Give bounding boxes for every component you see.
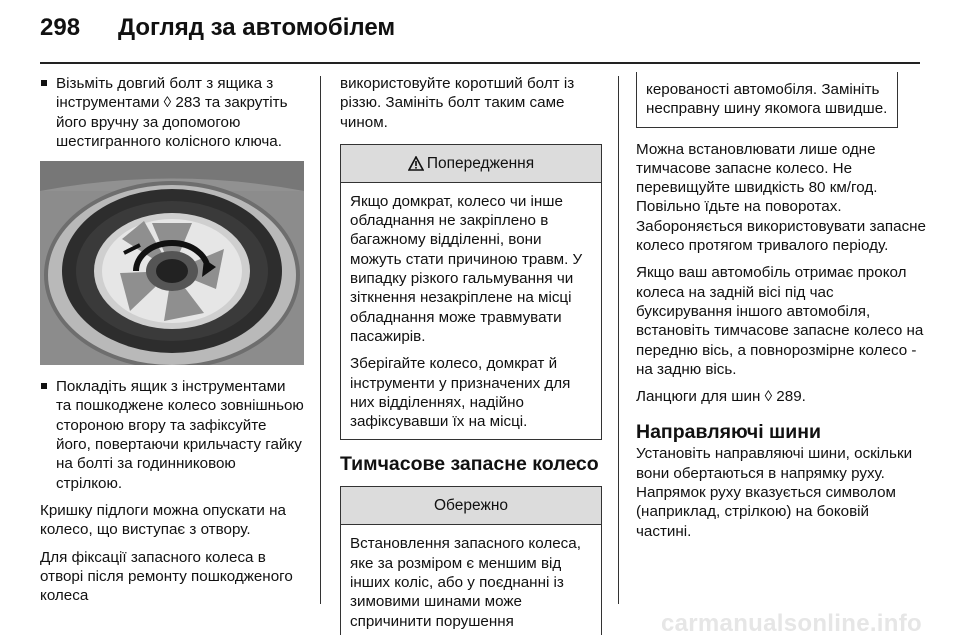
caution-box [340, 486, 602, 634]
column-3 [636, 74, 926, 541]
caution-title: Обережно [434, 497, 508, 515]
warning-box [340, 144, 602, 441]
column-divider-2 [618, 76, 619, 604]
page-number: 298 [40, 14, 81, 41]
column-1 [40, 74, 304, 605]
column-2 [340, 74, 602, 635]
watermark: carmanualsonline.info [660, 610, 922, 637]
instruction-bullet-1: Візьміть довгий болт з ящика з інструментами ◊ 283 та закрутіть його вручну за допомогою шестигранного колісного ключа. [40, 74, 304, 151]
spare-wheel-illustration [40, 161, 304, 365]
paragraph-one-spare: Можна встановлювати лише одне тимчасове запасне колесо. Не перевищуйте швидкість 80 км/год. Повільно їдьте на поворотах. Забороняється використовувати запасне колесо протягом тривалого періоду. [636, 140, 927, 255]
header-rule [40, 62, 920, 64]
page-header [40, 14, 920, 54]
section-heading-temporary-spare: Тимчасове запасне колесо [340, 453, 599, 476]
paragraph-short-bolt: використовуйте коротший болт із різзю. Замініть болт таким саме чином. [340, 75, 575, 131]
warning-text-1: Якщо домкрат, колесо чи інше обладнання не закріплено в багажному відділенні, вони можуть стати причиною травм. У випадку різкого гальмування чи зіткнення незакріплене на місці обладнання може травмувати пасажирів. [350, 192, 583, 345]
caution-text: Встановлення запасного колеса, яке за розміром є меншим від інших коліс, або у поєднанні із зимовими шинами може спричинити порушення [350, 535, 581, 630]
column-divider-1 [320, 76, 321, 604]
caution-box-continued [636, 72, 898, 128]
warning-text-2: Зберігайте колесо, домкрат й інструменти у призначених для них відділеннях, надійно зафіксувавши їх на місці. [350, 355, 571, 431]
caution-text-continued: керованості автомобіля. Замініть несправну шину якомога швидше. [646, 81, 888, 118]
warning-triangle-icon [408, 156, 424, 171]
paragraph-floor-cover: Кришку підлоги можна опускати на колесо, що виступає з отвору. [40, 501, 286, 539]
caution-header [341, 487, 601, 525]
paragraph-spare-fixing: Для фіксації запасного колеса в отворі після ремонту пошкодженого колеса [40, 548, 293, 605]
page-title: Догляд за автомобілем [118, 14, 396, 41]
paragraph-tyre-chains-ref: Ланцюги для шин ◊ 289. [636, 388, 806, 406]
subheading-directional-tyres: Направляючі шини [636, 421, 822, 444]
paragraph-directional-tyres: Установіть направляючі шини, оскільки вони обертаються в напрямку руху. Напрямок руху вказується символом (наприклад, стрілкою) на боковій частині. [636, 445, 913, 540]
warning-title: Попередження [426, 154, 535, 172]
instruction-bullet-2: Покладіть ящик з інструментами та пошкоджене колесо зовнішньою стороною вгору та зафіксуйте його, повертаючи крильчасту гайку на болті за годинниковою стрілкою. [40, 377, 304, 493]
warning-header [341, 145, 601, 183]
paragraph-rear-puncture: Якщо ваш автомобіль отримає прокол колеса на задній вісі під час буксирування іншого автомобіля, встановіть тимчасове запасне колесо на передню вісь, а повнорозмірне колесо - на задню вісь. [636, 264, 924, 378]
